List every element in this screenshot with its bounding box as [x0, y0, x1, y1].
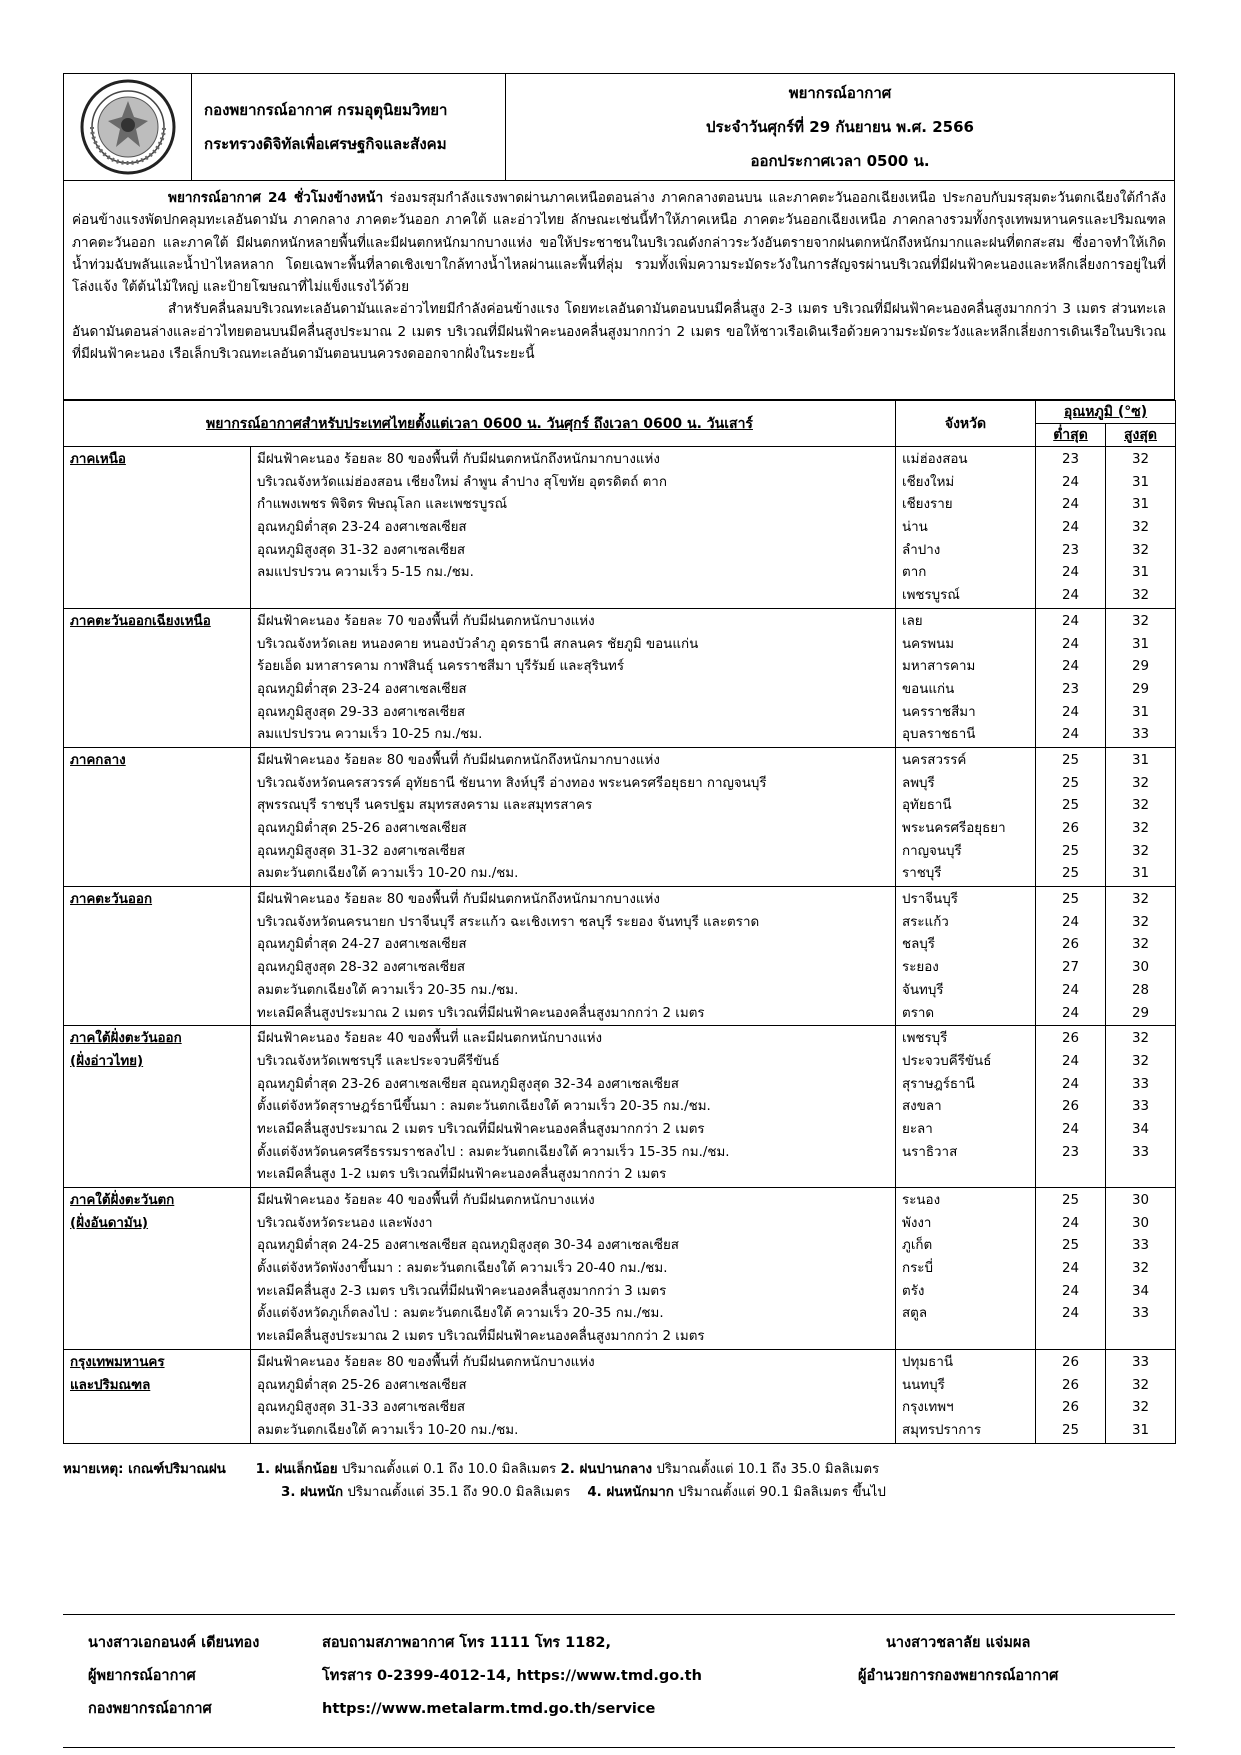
min-temp-list [1036, 608, 1106, 747]
province-name: น่าน [902, 520, 928, 536]
province-name: ขอนแก่น [902, 681, 955, 697]
min-temp: 26 [1061, 1099, 1080, 1115]
min-temp: 24 [1061, 588, 1080, 604]
min-temp: 26 [1061, 1377, 1080, 1393]
min-temp: 23 [1061, 1144, 1080, 1160]
region-name-line: ภาคใต้ฝั่งตะวันออก [70, 1031, 182, 1047]
org-cell [192, 74, 506, 180]
max-temp: 34 [1131, 1121, 1150, 1137]
max-temp: 31 [1131, 752, 1150, 768]
max-temp: 30 [1131, 1193, 1150, 1208]
min-temp-list [1036, 887, 1106, 1026]
region-forecast [251, 747, 896, 886]
province-name: มหาสารคาม [902, 659, 976, 675]
min-temp: 27 [1061, 960, 1080, 976]
region-row [64, 447, 1176, 609]
min-temp: 25 [1061, 752, 1080, 768]
province-list [896, 1349, 1036, 1443]
min-temp: 25 [1061, 1238, 1080, 1254]
region-name [64, 1349, 251, 1443]
province-name: ลพบุรี [902, 775, 935, 791]
min-temp: 25 [1061, 1193, 1080, 1208]
forecast-line: มีฝนฟ้าคะนอง ร้อยละ 80 ของพื้นที่ กับมีฝนตกหนักถึงหนักมากบางแห่ง [257, 892, 660, 908]
max-temp-list [1106, 608, 1176, 747]
max-temp: 28 [1131, 982, 1150, 998]
province-name: ชลบุรี [902, 937, 935, 953]
note-item-4-text: ปริมาณตั้งแต่ 90.1 มิลลิเมตร ขึ้นไป [673, 1485, 886, 1500]
min-temp: 25 [1061, 892, 1080, 908]
min-temp: 26 [1061, 1031, 1080, 1047]
region-forecast [251, 1188, 896, 1350]
min-temp: 24 [1061, 1005, 1080, 1021]
min-temp: 23 [1061, 542, 1080, 558]
contact-fax-web[interactable]: โทรสาร 0-2399-4012-14, https://www.tmd.go.th [322, 1668, 702, 1684]
province-name: ระยอง [902, 960, 939, 976]
footer-forecaster [88, 1627, 259, 1726]
province-name: สมุทรปราการ [902, 1422, 982, 1438]
summary-lead: พยากรณ์อากาศ 24 ชั่วโมงข้างหน้า [168, 190, 384, 206]
max-temp: 32 [1131, 775, 1150, 791]
region-row [64, 1026, 1176, 1188]
min-temp: 24 [1061, 520, 1080, 536]
seal-icon [78, 77, 178, 177]
province-name: ตราด [902, 1005, 935, 1021]
province-name: จันทบุรี [902, 982, 944, 998]
max-temp: 29 [1131, 659, 1150, 675]
province-name: ตาก [902, 565, 927, 581]
max-temp: 30 [1131, 960, 1150, 976]
province-name: เชียงราย [902, 497, 953, 513]
province-name: ประจวบคีรีขันธ์ [902, 1053, 992, 1069]
forecast-line: อุณหภูมิต่ำสุด 25-26 องศาเซลเซียส [257, 1377, 467, 1393]
max-temp: 33 [1131, 1099, 1150, 1115]
forecast-line: บริเวณจังหวัดแม่ฮ่องสอน เชียงใหม่ ลำพูน ลำปาง สุโขทัย อุตรดิตถ์ ตาก [257, 474, 667, 490]
region-name-line: (ฝั่งอันดามัน) [70, 1215, 149, 1231]
forecast-line: อุณหภูมิสูงสุด 31-32 องศาเซลเซียส [257, 542, 466, 558]
region-name [64, 608, 251, 747]
forecast-line: ทะเลมีคลื่นสูงประมาณ 2 เมตร บริเวณที่มีฝนฟ้าคะนองคลื่นสูงมากกว่า 2 เมตร [257, 1121, 705, 1137]
province-name: กระบี่ [902, 1261, 933, 1277]
min-temp: 24 [1061, 1283, 1080, 1299]
max-temp: 32 [1131, 1400, 1150, 1416]
max-temp: 33 [1131, 1144, 1150, 1160]
footer-director [858, 1627, 1058, 1693]
max-temp: 29 [1131, 681, 1150, 697]
note-item-1-text: ปริมาณตั้งแต่ 0.1 ถึง 10.0 มิลลิเมตร [337, 1462, 561, 1477]
province-name: แม่ฮ่องสอน [902, 452, 968, 467]
forecast-line: มีฝนฟ้าคะนอง ร้อยละ 40 ของพื้นที่ และมีฝนตกหนักบางแห่ง [257, 1031, 603, 1047]
summary-box [63, 181, 1175, 400]
min-temp: 25 [1061, 843, 1080, 859]
director-role: ผู้อำนวยการกองพยากรณ์อากาศ [858, 1668, 1059, 1684]
forecast-line: อุณหภูมิต่ำสุด 23-24 องศาเซลเซียส [257, 681, 467, 697]
max-temp: 32 [1131, 520, 1150, 536]
max-temp-list [1106, 447, 1176, 609]
max-temp: 32 [1131, 1261, 1150, 1277]
forecast-line: บริเวณจังหวัดระนอง และพังงา [257, 1215, 433, 1231]
note-item-3-text: ปริมาณตั้งแต่ 35.1 ถึง 90.0 มิลลิเมตร [343, 1485, 575, 1500]
max-temp: 32 [1131, 798, 1150, 814]
max-temp: 32 [1131, 937, 1150, 953]
region-row [64, 887, 1176, 1026]
min-temp: 24 [1061, 474, 1080, 490]
forecast-line: ร้อยเอ็ด มหาสารคาม กาฬสินธุ์ นครราชสีมา บุรีรัมย์ และสุรินทร์ [257, 659, 625, 675]
forecast-line: มีฝนฟ้าคะนอง ร้อยละ 80 ของพื้นที่ กับมีฝนตกหนักถึงหนักมากบางแห่ง [257, 452, 660, 467]
province-list [896, 747, 1036, 886]
footer-bottom-divider [63, 1747, 1175, 1748]
forecaster-role: ผู้พยากรณ์อากาศ [88, 1668, 196, 1684]
region-name [64, 1026, 251, 1188]
max-temp: 32 [1131, 892, 1150, 908]
table-header-temp-label: อุณหภูมิ (°ซ) [1063, 404, 1148, 420]
max-temp-list [1106, 1188, 1176, 1350]
forecast-line: มีฝนฟ้าคะนอง ร้อยละ 70 ของพื้นที่ กับมีฝนตกหนักบางแห่ง [257, 613, 595, 629]
note-label: หมายเหตุ: เกณฑ์ปริมาณฝน [63, 1462, 226, 1477]
province-list [896, 1188, 1036, 1350]
max-temp: 31 [1131, 866, 1150, 882]
max-temp: 32 [1131, 613, 1150, 629]
forecast-line: อุณหภูมิสูงสุด 28-32 องศาเซลเซียส [257, 960, 466, 976]
region-row [64, 1349, 1176, 1443]
region-name-line: ภาคตะวันออกเฉียงเหนือ [70, 613, 211, 629]
note-item-3-label: 3. ฝนหนัก [281, 1485, 344, 1500]
min-temp: 23 [1061, 452, 1080, 467]
min-temp-list [1036, 1349, 1106, 1443]
forecast-line: อุณหภูมิต่ำสุด 23-24 องศาเซลเซียส [257, 520, 467, 536]
table-header-main: พยากรณ์อากาศสำหรับประเทศไทยตั้งแต่เวลา 0600 น. วันศุกร์ ถึงเวลา 0600 น. วันเสาร์ [64, 401, 896, 447]
min-temp-list [1036, 1026, 1106, 1188]
region-row [64, 747, 1176, 886]
forecast-line: มีฝนฟ้าคะนอง ร้อยละ 80 ของพื้นที่ กับมีฝนตกหนักบางแห่ง [257, 1354, 595, 1370]
region-name-line: ภาคตะวันออก [70, 892, 153, 908]
region-name [64, 747, 251, 886]
province-name: เพชรบูรณ์ [902, 588, 960, 604]
min-temp-list [1036, 747, 1106, 886]
region-name-line: ภาคใต้ฝั่งตะวันตก [70, 1193, 175, 1208]
forecast-line: บริเวณจังหวัดนครนายก ปราจีนบุรี สระแก้ว ฉะเชิงเทรา ชลบุรี ระยอง จันทบุรี และตราด [257, 914, 760, 930]
max-temp: 33 [1131, 1354, 1150, 1370]
max-temp: 32 [1131, 1377, 1150, 1393]
footer-divider [63, 1614, 1175, 1615]
note-item-4-label: 4. ฝนหนักมาก [587, 1485, 674, 1500]
summary-text-1: ร่องมรสุมกำลังแรงพาดผ่านภาคเหนือตอนล่าง ภาคกลางตอนบน และภาคตะวันออกเฉียงเหนือ ประกอบกับมรสุมตะวันตกเฉียงใต้กำลังค่อนข้างแรงพัดปกคลุมทะเลอันดามัน ภาคกลาง ภาคตะวันออก ภาคใต้ และอ่าวไทย ลักษณะเช่นนี้ทำให้ภาคเหนือ ภาคตะวันออกเฉียงเหนือ ภาคกลางรวมทั้งกรุงเทพมหานครและปริมณฑล ภาคตะวันออก และภาคใต้ มีฝนตกหนักหลายพื้นที่และมีฝนตกหนักมากบางแห่ง ขอให้ประชาชนในบริเวณดังกล่าวระวังอันตรายจากฝนตกหนักถึงหนักมากและฝนที่ตกสะสม ซึ่งอาจทำให้เกิดน้ำท่วมฉับพลันและน้ำป่าไหลหลาก โดยเฉพาะพื้นที่ลาดเชิงเขาใกล้ทางน้ำไหลผ่านและพื้นที่ลุ่ม รวมทั้งเพิ่มความระมัดระวังในการสัญจรผ่านบริเวณที่มีฝนฟ้าคะนองและหลีกเลี่ยงการอยู่ในที่โล่งแจ้ง ใต้ต้นไม้ใหญ่ และป้ายโฆษณาที่ไม่แข็งแรงไว้ด้วย [72, 190, 1166, 296]
max-temp: 31 [1131, 704, 1150, 720]
province-list [896, 608, 1036, 747]
max-temp: 32 [1131, 588, 1150, 604]
min-temp: 24 [1061, 1121, 1080, 1137]
min-temp: 24 [1061, 636, 1080, 652]
region-name-line: กรุงเทพมหานคร [70, 1354, 165, 1370]
min-temp: 26 [1061, 821, 1080, 836]
note-item-2-text: ปริมาณตั้งแต่ 10.1 ถึง 35.0 มิลลิเมตร [652, 1462, 880, 1477]
region-forecast [251, 887, 896, 1026]
min-temp: 24 [1061, 914, 1080, 930]
max-temp: 32 [1131, 843, 1150, 859]
forecast-line: สุพรรณบุรี ราชบุรี นครปฐม สมุทรสงคราม และสมุทรสาคร [257, 798, 593, 814]
header-box [63, 73, 1175, 181]
max-temp: 30 [1131, 1215, 1150, 1231]
min-temp: 24 [1061, 613, 1080, 629]
max-temp-list [1106, 1349, 1176, 1443]
forecast-line: ทะเลมีคลื่นสูงประมาณ 2 เมตร บริเวณที่มีฝนฟ้าคะนองคลื่นสูงมากกว่า 2 เมตร [257, 1005, 705, 1021]
logo-cell [64, 74, 192, 180]
province-name: อุบลราชธานี [902, 727, 976, 743]
forecast-line: อุณหภูมิต่ำสุด 24-27 องศาเซลเซียส [257, 937, 467, 953]
region-forecast [251, 608, 896, 747]
min-temp: 26 [1061, 1354, 1080, 1370]
forecast-line: บริเวณจังหวัดเลย หนองคาย หนองบัวลำภู อุดรธานี สกลนคร ชัยภูมิ ขอนแก่น [257, 636, 699, 652]
forecast-line: อุณหภูมิสูงสุด 31-33 องศาเซลเซียส [257, 1400, 466, 1416]
forecast-line: อุณหภูมิต่ำสุด 23-26 องศาเซลเซียส อุณหภูมิสูงสุด 32-34 องศาเซลเซียส [257, 1076, 679, 1092]
province-name: เชียงใหม่ [902, 474, 955, 490]
table-header-min: ต่ำสุด [1036, 424, 1106, 447]
note-item-1-label: 1. ฝนเล็กน้อย [255, 1462, 338, 1477]
min-temp: 24 [1061, 1215, 1080, 1231]
title-cell [506, 74, 1174, 180]
note-line-2 [63, 1481, 886, 1504]
max-temp: 29 [1131, 1005, 1150, 1021]
max-temp: 33 [1131, 1306, 1150, 1322]
province-name: สงขลา [902, 1099, 942, 1115]
province-name: นนทบุรี [902, 1377, 945, 1393]
min-temp: 23 [1061, 681, 1080, 697]
province-name: นราธิวาส [902, 1144, 958, 1160]
region-name-line: ภาคกลาง [70, 752, 126, 768]
min-temp: 24 [1061, 1053, 1080, 1069]
min-temp: 24 [1061, 982, 1080, 998]
province-name: ปราจีนบุรี [902, 892, 958, 908]
region-name-line: ภาคเหนือ [70, 452, 126, 467]
province-name: ลำปาง [902, 542, 941, 558]
forecast-line: อุณหภูมิต่ำสุด 25-26 องศาเซลเซียส [257, 821, 467, 836]
director-name: นางสาวชลาลัย แจ่มผล [886, 1635, 1031, 1651]
doc-title: พยากรณ์อากาศ [788, 84, 892, 102]
forecast-line: บริเวณจังหวัดเพชรบุรี และประจวบคีรีขันธ์ [257, 1053, 500, 1069]
forecast-line: กำแพงเพชร พิจิตร พิษณุโลก และเพชรบูรณ์ [257, 497, 508, 513]
province-name: กาญจนบุรี [902, 843, 962, 859]
forecast-line: บริเวณจังหวัดนครสวรรค์ อุทัยธานี ชัยนาท สิงห์บุรี อ่างทอง พระนครศรีอยุธยา กาญจนบุรี [257, 775, 767, 791]
doc-issued: ออกประกาศเวลา 0500 น. [750, 152, 930, 170]
province-name: ระนอง [902, 1193, 941, 1208]
forecast-line: ตั้งแต่จังหวัดภูเก็ตลงไป : ลมตะวันตกเฉียงใต้ ความเร็ว 20-35 กม./ชม. [257, 1306, 664, 1322]
min-temp: 24 [1061, 704, 1080, 720]
forecaster-division: กองพยากรณ์อากาศ [88, 1701, 212, 1717]
min-temp-list [1036, 447, 1106, 609]
forecast-line: ทะเลมีคลื่นสูงประมาณ 2 เมตร บริเวณที่มีฝนฟ้าคะนองคลื่นสูงมากกว่า 2 เมตร [257, 1329, 705, 1345]
max-temp: 32 [1131, 821, 1150, 836]
region-name-line: (ฝั่งอ่าวไทย) [70, 1053, 144, 1069]
summary-para-2: สำหรับคลื่นลมบริเวณทะเลอันดามันและอ่าวไทยมีกำลังค่อนข้างแรง โดยทะเลอันดามันตอนบนมีคลื่นสูง 2-3 เมตร บริเวณที่มีฝนฟ้าคะนองคลื่นสูงมากกว่า 3 เมตร ส่วนทะเลอันดามันตอนล่างและอ่าวไทยตอนบนมีคลื่นสูงประมาณ 2 เมตร บริเวณที่มีฝนฟ้าคะนองคลื่นสูงมากกว่า 2 เมตร ขอให้ชาวเรือเดินเรือด้วยความระมัดระวังและหลีกเลี่ยงการเดินเรือในบริเวณที่มีฝนฟ้าคะนอง เรือเล็กบริเวณทะเลอันดามันตอนบนควรงดออกจากฝั่งในระยะนี้ [72, 301, 1166, 363]
forecaster-name: นางสาวเอกอนงค์ เดียนทอง [88, 1635, 260, 1651]
max-temp: 31 [1131, 497, 1150, 513]
max-temp: 31 [1131, 636, 1150, 652]
footer-contact [322, 1627, 702, 1726]
min-temp: 24 [1061, 497, 1080, 513]
max-temp: 32 [1131, 452, 1150, 467]
forecast-line: ลมตะวันตกเฉียงใต้ ความเร็ว 20-35 กม./ชม. [257, 982, 519, 998]
province-name: เพชรบุรี [902, 1031, 948, 1047]
forecast-line: อุณหภูมิสูงสุด 29-33 องศาเซลเซียส [257, 704, 466, 720]
max-temp: 34 [1131, 1283, 1150, 1299]
forecast-line: อุณหภูมิต่ำสุด 24-25 องศาเซลเซียส อุณหภูมิสูงสุด 30-34 องศาเซลเซียส [257, 1238, 679, 1254]
max-temp-list [1106, 1026, 1176, 1188]
province-list [896, 887, 1036, 1026]
forecast-line: ตั้งแต่จังหวัดสุราษฎร์ธานีขึ้นมา : ลมตะวันตกเฉียงใต้ ความเร็ว 20-35 กม./ชม. [257, 1099, 711, 1115]
min-temp: 24 [1061, 727, 1080, 743]
forecast-line: ทะเลมีคลื่นสูง 2-3 เมตร บริเวณที่มีฝนฟ้าคะนองคลื่นสูงมากกว่า 3 เมตร [257, 1283, 667, 1299]
max-temp: 32 [1131, 1031, 1150, 1047]
summary-para-1 [72, 187, 1166, 298]
min-temp: 24 [1061, 1076, 1080, 1092]
province-name: กรุงเทพฯ [902, 1400, 954, 1416]
max-temp: 32 [1131, 914, 1150, 930]
region-forecast [251, 447, 896, 609]
min-temp: 26 [1061, 1400, 1080, 1416]
forecast-line: ลมแปรปรวน ความเร็ว 10-25 กม./ชม. [257, 727, 483, 743]
forecast-table [63, 400, 1176, 1444]
forecast-line: ตั้งแต่จังหวัดนครศรีธรรมราชลงไป : ลมตะวันตกเฉียงใต้ ความเร็ว 15-35 กม./ชม. [257, 1144, 730, 1160]
max-temp: 32 [1131, 1053, 1150, 1069]
forecast-line: ลมแปรปรวน ความเร็ว 5-15 กม./ชม. [257, 565, 474, 581]
max-temp: 31 [1131, 565, 1150, 581]
province-name: สระแก้ว [902, 914, 949, 930]
table-header-max: สูงสุด [1106, 424, 1176, 447]
forecast-line: มีฝนฟ้าคะนอง ร้อยละ 40 ของพื้นที่ กับมีฝนตกหนักบางแห่ง [257, 1193, 595, 1208]
max-temp-list [1106, 747, 1176, 886]
note-line-1 [63, 1458, 886, 1481]
forecast-line: ลมตะวันตกเฉียงใต้ ความเร็ว 10-20 กม./ชม. [257, 1422, 519, 1438]
note-item-2-label: 2. ฝนปานกลาง [560, 1462, 653, 1477]
max-temp: 31 [1131, 1422, 1150, 1438]
province-name: อุทัยธานี [902, 798, 952, 814]
forecast-line: อุณหภูมิสูงสุด 31-32 องศาเซลเซียส [257, 843, 466, 859]
contact-metalarm-link[interactable]: https://www.metalarm.tmd.go.th/service [322, 1701, 656, 1717]
max-temp: 33 [1131, 1238, 1150, 1254]
max-temp: 31 [1131, 474, 1150, 490]
region-name [64, 887, 251, 1026]
forecast-line: มีฝนฟ้าคะนอง ร้อยละ 80 ของพื้นที่ กับมีฝนตกหนักถึงหนักมากบางแห่ง [257, 752, 660, 768]
province-name: พังงา [902, 1215, 932, 1231]
province-name: ภูเก็ต [902, 1238, 933, 1254]
min-temp: 24 [1061, 1306, 1080, 1322]
province-name: ตรัง [902, 1283, 925, 1299]
min-temp: 25 [1061, 798, 1080, 814]
rain-criteria-note [63, 1458, 886, 1504]
org-line-1: กองพยากรณ์อากาศ กรมอุตุนิยมวิทยา [204, 101, 448, 119]
province-name: นครสวรรค์ [902, 752, 967, 768]
table-header-temp [1036, 401, 1176, 424]
contact-phone: สอบถามสภาพอากาศ โทร 1111 โทร 1182, [322, 1635, 612, 1651]
max-temp: 32 [1131, 542, 1150, 558]
region-forecast [251, 1349, 896, 1443]
province-name: สุราษฎร์ธานี [902, 1076, 975, 1092]
region-name [64, 1188, 251, 1350]
province-list [896, 1026, 1036, 1188]
province-name: นครพนม [902, 636, 955, 652]
max-temp-list [1106, 887, 1176, 1026]
forecast-table-body [64, 447, 1176, 1444]
region-forecast [251, 1026, 896, 1188]
region-row [64, 608, 1176, 747]
max-temp: 33 [1131, 1076, 1150, 1092]
min-temp: 26 [1061, 937, 1080, 953]
region-name-line: และปริมณฑล [70, 1377, 151, 1393]
min-temp: 25 [1061, 1422, 1080, 1438]
province-name: พระนครศรีอยุธยา [902, 821, 1006, 836]
forecast-line: ลมตะวันตกเฉียงใต้ ความเร็ว 10-20 กม./ชม. [257, 866, 519, 882]
province-name: ยะลา [902, 1121, 933, 1137]
max-temp: 33 [1131, 727, 1150, 743]
doc-date: ประจำวันศุกร์ที่ 29 กันยายน พ.ศ. 2566 [706, 118, 974, 136]
min-temp: 24 [1061, 659, 1080, 675]
min-temp: 24 [1061, 565, 1080, 581]
region-name [64, 447, 251, 609]
min-temp-list [1036, 1188, 1106, 1350]
forecast-line: ทะเลมีคลื่นสูง 1-2 เมตร บริเวณที่มีฝนฟ้าคะนองคลื่นสูงมากกว่า 2 เมตร [257, 1167, 667, 1183]
forecast-line: ตั้งแต่จังหวัดพังงาขึ้นมา : ลมตะวันตกเฉียงใต้ ความเร็ว 20-40 กม./ชม. [257, 1261, 668, 1277]
min-temp: 25 [1061, 866, 1080, 882]
min-temp: 24 [1061, 1261, 1080, 1277]
province-list [896, 447, 1036, 609]
table-header-province: จังหวัด [896, 401, 1036, 447]
province-name: นครราชสีมา [902, 704, 976, 720]
min-temp: 25 [1061, 775, 1080, 791]
province-name: สตูล [902, 1306, 928, 1322]
org-line-2: กระทรวงดิจิทัลเพื่อเศรษฐกิจและสังคม [204, 135, 447, 153]
region-row [64, 1188, 1176, 1350]
province-name: ราชบุรี [902, 866, 942, 882]
province-name: เลย [902, 613, 923, 629]
province-name: ปทุมธานี [902, 1354, 953, 1370]
